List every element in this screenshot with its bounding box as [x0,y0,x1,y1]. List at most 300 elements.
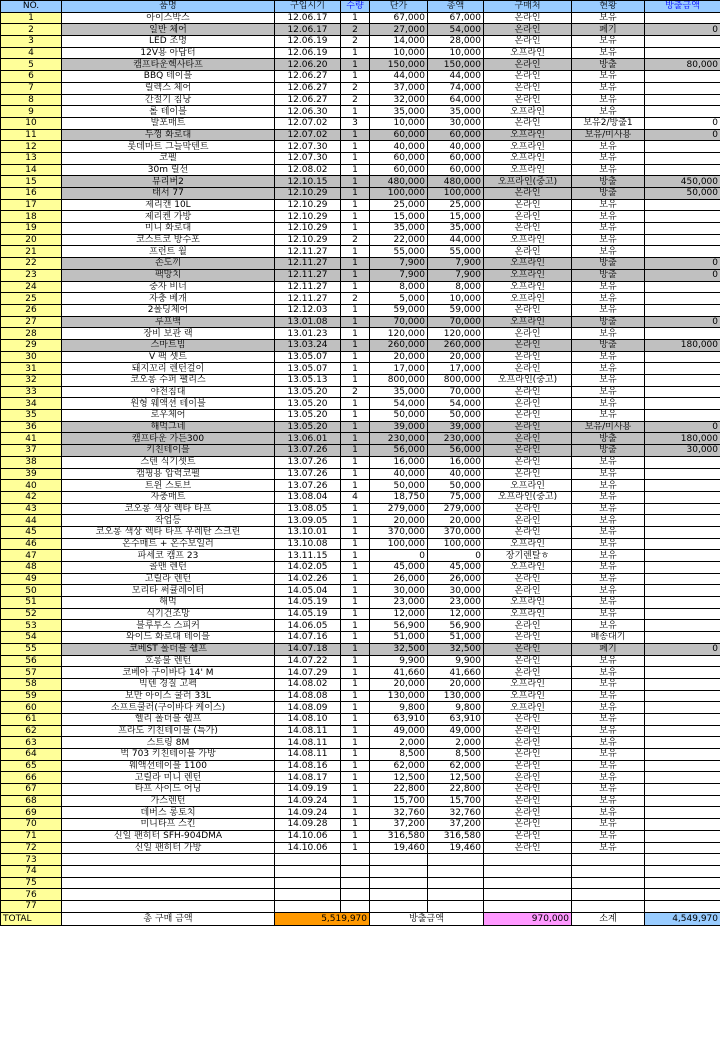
cell-purchase-date[interactable]: 14.08.11 [275,737,341,749]
cell-purchase-place[interactable]: 온라인 [484,117,572,129]
cell-quantity[interactable]: 1 [341,760,370,772]
cell-status[interactable]: 보유 [572,526,645,538]
cell-total-amount[interactable]: 12,500 [428,772,484,784]
cell-status[interactable]: 보유 [572,538,645,550]
cell-item-name[interactable] [62,854,275,866]
cell-total-amount[interactable]: 70,000 [428,386,484,398]
cell-unit-price[interactable]: 62,000 [370,760,428,772]
cell-total-amount[interactable]: 10,000 [428,47,484,59]
cell-row-no[interactable]: 66 [1,772,62,784]
cell-unit-price[interactable]: 22,800 [370,784,428,796]
cell-purchase-place[interactable]: 오프라인 [484,47,572,59]
cell-total-amount[interactable]: 50,000 [428,480,484,492]
cell-row-no[interactable]: 40 [1,480,62,492]
cell-unit-price[interactable]: 44,000 [370,71,428,83]
cell-item-name[interactable]: 코펠 [62,152,275,164]
cell-purchase-place[interactable]: 온라인 [484,59,572,71]
cell-sold-amount[interactable]: 0 [645,643,720,655]
cell-purchase-place[interactable]: 온라인 [484,585,572,597]
cell-row-no[interactable]: 13 [1,152,62,164]
cell-sold-amount[interactable] [645,573,720,585]
cell-total-amount[interactable] [428,854,484,866]
header-no[interactable]: NO. [1,1,62,13]
cell-quantity[interactable]: 1 [341,503,370,515]
cell-sold-amount[interactable] [645,304,720,316]
cell-row-no[interactable]: 21 [1,246,62,258]
cell-row-no[interactable]: 51 [1,597,62,609]
cell-quantity[interactable]: 1 [341,129,370,141]
cell-item-name[interactable]: 미니타프 스킨 [62,819,275,831]
cell-purchase-place[interactable]: 온라인 [484,737,572,749]
cell-purchase-date[interactable]: 14.09.24 [275,807,341,819]
cell-purchase-place[interactable]: 온라인 [484,515,572,527]
cell-sold-amount[interactable] [645,632,720,644]
cell-total-amount[interactable]: 59,000 [428,304,484,316]
cell-row-no[interactable]: 41 [1,433,62,445]
cell-item-name[interactable]: 모리타 써큘레이터 [62,585,275,597]
cell-total-amount[interactable]: 75,000 [428,491,484,503]
cell-quantity[interactable]: 1 [341,795,370,807]
cell-purchase-place[interactable]: 온라인 [484,725,572,737]
cell-total-amount[interactable]: 64,000 [428,94,484,106]
cell-row-no[interactable]: 75 [1,877,62,889]
cell-sold-amount[interactable] [645,749,720,761]
cell-item-name[interactable]: 코베아 구이바다 14' M [62,667,275,679]
cell-item-name[interactable]: 아이스박스 [62,12,275,24]
cell-item-name[interactable]: 작업등 [62,515,275,527]
cell-quantity[interactable]: 1 [341,480,370,492]
cell-quantity[interactable]: 1 [341,573,370,585]
cell-sold-amount[interactable] [645,410,720,422]
cell-item-name[interactable]: 2폴딩체어 [62,304,275,316]
cell-purchase-date[interactable]: 14.10.06 [275,842,341,854]
cell-item-name[interactable]: 캠프타운 가든300 [62,433,275,445]
cell-quantity[interactable]: 1 [341,433,370,445]
cell-status[interactable]: 보유 [572,749,645,761]
cell-status[interactable]: 보유 [572,678,645,690]
cell-status[interactable]: 보유 [572,784,645,796]
cell-quantity[interactable]: 1 [341,363,370,375]
cell-purchase-place[interactable]: 오프라인 [484,129,572,141]
cell-total-amount[interactable]: 25,000 [428,199,484,211]
cell-total-amount[interactable]: 56,900 [428,620,484,632]
cell-total-amount[interactable]: 15,000 [428,211,484,223]
cell-row-no[interactable]: 59 [1,690,62,702]
cell-row-no[interactable]: 73 [1,854,62,866]
cell-status[interactable]: 보유 [572,82,645,94]
cell-sold-amount[interactable] [645,456,720,468]
cell-total-amount[interactable]: 480,000 [428,176,484,188]
cell-sold-amount[interactable] [645,585,720,597]
cell-row-no[interactable]: 28 [1,328,62,340]
cell-purchase-date[interactable]: 13.03.24 [275,339,341,351]
cell-item-name[interactable]: 간절기 침낭 [62,94,275,106]
cell-sold-amount[interactable] [645,82,720,94]
cell-purchase-place[interactable]: 장기렌탈ㅎ [484,550,572,562]
cell-purchase-date[interactable]: 13.08.04 [275,491,341,503]
cell-row-no[interactable]: 50 [1,585,62,597]
cell-status[interactable]: 폐기 [572,643,645,655]
cell-status[interactable]: 보유 [572,655,645,667]
cell-sold-amount[interactable] [645,351,720,363]
cell-status[interactable]: 보유 [572,152,645,164]
cell-status[interactable]: 보유 [572,585,645,597]
cell-unit-price[interactable]: 480,000 [370,176,428,188]
cell-total-amount[interactable]: 32,760 [428,807,484,819]
cell-item-name[interactable]: 빅텐 경질 고펙 [62,678,275,690]
cell-sold-amount[interactable] [645,480,720,492]
cell-unit-price[interactable] [370,865,428,877]
cell-quantity[interactable]: 1 [341,316,370,328]
cell-status[interactable]: 방출 [572,316,645,328]
cell-status[interactable]: 보유/미사용 [572,129,645,141]
cell-unit-price[interactable]: 9,900 [370,655,428,667]
cell-purchase-date[interactable]: 12.06.17 [275,12,341,24]
cell-purchase-place[interactable]: 오프라인 [484,152,572,164]
cell-row-no[interactable]: 17 [1,199,62,211]
cell-sold-amount[interactable] [645,234,720,246]
cell-status[interactable]: 보유 [572,842,645,854]
cell-status[interactable]: 보유 [572,456,645,468]
cell-purchase-date[interactable] [275,877,341,889]
cell-purchase-date[interactable]: 14.08.11 [275,725,341,737]
cell-quantity[interactable]: 1 [341,152,370,164]
cell-total-amount[interactable]: 44,000 [428,234,484,246]
cell-unit-price[interactable]: 16,000 [370,456,428,468]
cell-purchase-date[interactable]: 13.07.26 [275,480,341,492]
cell-purchase-date[interactable]: 14.08.11 [275,749,341,761]
cell-status[interactable]: 보유 [572,597,645,609]
cell-sold-amount[interactable] [645,526,720,538]
cell-total-amount[interactable]: 9,900 [428,655,484,667]
cell-quantity[interactable]: 1 [341,737,370,749]
cell-purchase-place[interactable]: 온라인 [484,667,572,679]
cell-unit-price[interactable]: 20,000 [370,351,428,363]
cell-unit-price[interactable]: 59,000 [370,304,428,316]
cell-purchase-place[interactable]: 오프라인 [484,702,572,714]
cell-row-no[interactable]: 58 [1,678,62,690]
cell-purchase-date[interactable]: 12.06.17 [275,24,341,36]
cell-unit-price[interactable]: 10,000 [370,47,428,59]
cell-quantity[interactable]: 1 [341,468,370,480]
cell-quantity[interactable]: 1 [341,410,370,422]
cell-total-amount[interactable]: 44,000 [428,71,484,83]
cell-row-no[interactable]: 30 [1,351,62,363]
cell-item-name[interactable]: 12V용 아답터 [62,47,275,59]
cell-purchase-date[interactable]: 14.07.18 [275,643,341,655]
cell-status[interactable]: 보유 [572,830,645,842]
cell-row-no[interactable]: 54 [1,632,62,644]
cell-total-amount[interactable]: 35,000 [428,106,484,118]
cell-status[interactable]: 보유 [572,141,645,153]
cell-purchase-date[interactable]: 14.07.16 [275,632,341,644]
cell-status[interactable]: 방출 [572,59,645,71]
cell-quantity[interactable]: 1 [341,188,370,200]
cell-status[interactable]: 보유 [572,503,645,515]
cell-quantity[interactable]: 1 [341,304,370,316]
cell-sold-amount[interactable] [645,807,720,819]
cell-purchase-date[interactable]: 12.11.27 [275,293,341,305]
cell-quantity[interactable] [341,889,370,901]
cell-quantity[interactable]: 2 [341,234,370,246]
cell-total-amount[interactable]: 74,000 [428,82,484,94]
cell-purchase-date[interactable]: 14.07.22 [275,655,341,667]
cell-sold-amount[interactable] [645,760,720,772]
cell-status[interactable]: 보유 [572,737,645,749]
cell-total-amount[interactable]: 8,000 [428,281,484,293]
cell-purchase-place[interactable]: 온라인 [484,503,572,515]
cell-item-name[interactable]: 해먹 [62,597,275,609]
cell-item-name[interactable]: 미니 화로대 [62,223,275,235]
cell-unit-price[interactable]: 40,000 [370,141,428,153]
cell-row-no[interactable]: 56 [1,655,62,667]
cell-purchase-date[interactable]: 13.07.26 [275,445,341,457]
cell-sold-amount[interactable] [645,713,720,725]
cell-row-no[interactable]: 31 [1,363,62,375]
cell-sold-amount[interactable] [645,830,720,842]
cell-sold-amount[interactable] [645,538,720,550]
cell-purchase-place[interactable]: 온라인 [484,71,572,83]
cell-sold-amount[interactable] [645,363,720,375]
header-date[interactable]: 구입시기 [275,1,341,13]
cell-purchase-place[interactable]: 온라인 [484,468,572,480]
cell-row-no[interactable]: 23 [1,269,62,281]
cell-total-amount[interactable]: 51,000 [428,632,484,644]
cell-sold-amount[interactable] [645,795,720,807]
cell-purchase-place[interactable] [484,854,572,866]
cell-unit-price[interactable] [370,900,428,912]
cell-total-amount[interactable]: 32,500 [428,643,484,655]
cell-total-amount[interactable]: 63,910 [428,713,484,725]
cell-sold-amount[interactable] [645,690,720,702]
cell-purchase-place[interactable]: 온라인 [484,94,572,106]
cell-status[interactable]: 보유 [572,234,645,246]
cell-purchase-date[interactable]: 14.10.06 [275,830,341,842]
cell-status[interactable]: 보유 [572,690,645,702]
cell-unit-price[interactable]: 800,000 [370,375,428,387]
cell-total-amount[interactable]: 800,000 [428,375,484,387]
cell-unit-price[interactable]: 54,000 [370,398,428,410]
cell-total-amount[interactable]: 370,000 [428,526,484,538]
cell-status[interactable]: 보유 [572,293,645,305]
cell-status[interactable]: 보유 [572,47,645,59]
header-unit-price[interactable]: 단가 [370,1,428,13]
cell-status[interactable]: 보유 [572,760,645,772]
cell-purchase-date[interactable]: 14.05.04 [275,585,341,597]
cell-total-amount[interactable]: 8,500 [428,749,484,761]
cell-total-amount[interactable]: 279,000 [428,503,484,515]
cell-unit-price[interactable]: 17,000 [370,363,428,375]
cell-total-amount[interactable]: 30,000 [428,585,484,597]
cell-item-name[interactable]: 캠핑용 압력코펠 [62,468,275,480]
cell-row-no[interactable]: 74 [1,865,62,877]
cell-total-amount[interactable]: 130,000 [428,690,484,702]
cell-quantity[interactable]: 1 [341,620,370,632]
cell-quantity[interactable]: 1 [341,562,370,574]
cell-purchase-date[interactable]: 13.09.05 [275,515,341,527]
header-qty[interactable]: 수량 [341,1,370,13]
cell-item-name[interactable]: 돼지꼬리 렌턴걸이 [62,363,275,375]
cell-sold-amount[interactable] [645,865,720,877]
cell-purchase-date[interactable]: 12.06.19 [275,47,341,59]
cell-unit-price[interactable]: 230,000 [370,433,428,445]
cell-item-name[interactable]: 태서 77 [62,188,275,200]
cell-quantity[interactable]: 1 [341,632,370,644]
cell-total-amount[interactable]: 16,000 [428,456,484,468]
cell-sold-amount[interactable] [645,503,720,515]
cell-unit-price[interactable]: 26,000 [370,573,428,585]
cell-sold-amount[interactable] [645,328,720,340]
cell-total-amount[interactable]: 26,000 [428,573,484,585]
cell-quantity[interactable] [341,854,370,866]
cell-sold-amount[interactable] [645,725,720,737]
cell-quantity[interactable]: 1 [341,445,370,457]
cell-quantity[interactable]: 1 [341,281,370,293]
cell-unit-price[interactable]: 260,000 [370,339,428,351]
cell-purchase-date[interactable]: 12.10.29 [275,223,341,235]
total-label[interactable]: TOTAL [1,912,62,925]
cell-purchase-place[interactable]: 오프라인 [484,608,572,620]
cell-row-no[interactable]: 24 [1,281,62,293]
cell-purchase-date[interactable]: 13.07.26 [275,456,341,468]
cell-status[interactable]: 보유 [572,106,645,118]
cell-unit-price[interactable]: 70,000 [370,316,428,328]
cell-purchase-place[interactable]: 온라인 [484,713,572,725]
cell-quantity[interactable]: 1 [341,164,370,176]
cell-purchase-date[interactable]: 13.07.26 [275,468,341,480]
cell-purchase-date[interactable]: 14.08.17 [275,772,341,784]
cell-purchase-date[interactable]: 14.05.19 [275,597,341,609]
cell-total-amount[interactable]: 41,660 [428,667,484,679]
cell-sold-amount[interactable] [645,71,720,83]
cell-quantity[interactable]: 2 [341,293,370,305]
cell-purchase-place[interactable]: 오프라인 [484,678,572,690]
cell-status[interactable] [572,900,645,912]
cell-quantity[interactable]: 1 [341,199,370,211]
cell-purchase-date[interactable]: 14.09.28 [275,819,341,831]
cell-purchase-date[interactable]: 14.06.05 [275,620,341,632]
cell-purchase-place[interactable] [484,877,572,889]
cell-purchase-place[interactable]: 온라인 [484,36,572,48]
cell-total-amount[interactable]: 20,000 [428,678,484,690]
cell-quantity[interactable]: 2 [341,36,370,48]
cell-item-name[interactable]: 보만 아이스 쿨러 33L [62,690,275,702]
cell-unit-price[interactable]: 23,000 [370,597,428,609]
cell-row-no[interactable]: 38 [1,456,62,468]
cell-row-no[interactable]: 18 [1,211,62,223]
cell-purchase-place[interactable]: 온라인 [484,819,572,831]
cell-purchase-place[interactable] [484,865,572,877]
cell-item-name[interactable]: 루프백 [62,316,275,328]
cell-purchase-place[interactable]: 온라인 [484,351,572,363]
cell-sold-amount[interactable] [645,491,720,503]
cell-row-no[interactable]: 22 [1,258,62,270]
cell-purchase-date[interactable]: 12.06.27 [275,71,341,83]
cell-purchase-place[interactable]: 온라인 [484,620,572,632]
cell-sold-amount[interactable] [645,772,720,784]
cell-purchase-place[interactable]: 오프라인 [484,293,572,305]
cell-unit-price[interactable]: 100,000 [370,188,428,200]
cell-row-no[interactable]: 39 [1,468,62,480]
cell-purchase-place[interactable]: 오프라인(중고) [484,491,572,503]
cell-status[interactable]: 보유 [572,480,645,492]
cell-purchase-place[interactable]: 온라인 [484,632,572,644]
cell-row-no[interactable]: 76 [1,889,62,901]
cell-quantity[interactable]: 1 [341,328,370,340]
cell-sold-amount[interactable] [645,597,720,609]
cell-item-name[interactable]: 스텐 식기셋트 [62,456,275,468]
cell-unit-price[interactable]: 35,000 [370,386,428,398]
cell-quantity[interactable]: 1 [341,807,370,819]
cell-quantity[interactable] [341,877,370,889]
cell-quantity[interactable]: 1 [341,819,370,831]
cell-quantity[interactable]: 1 [341,176,370,188]
cell-row-no[interactable]: 61 [1,713,62,725]
cell-purchase-place[interactable]: 오프라인(중고) [484,375,572,387]
cell-unit-price[interactable]: 40,000 [370,468,428,480]
cell-sold-amount[interactable] [645,608,720,620]
cell-purchase-place[interactable]: 온라인 [484,410,572,422]
cell-item-name[interactable] [62,877,275,889]
cell-purchase-date[interactable]: 14.05.19 [275,608,341,620]
cell-purchase-date[interactable]: 12.07.30 [275,152,341,164]
cell-purchase-date[interactable]: 12.11.27 [275,281,341,293]
cell-total-amount[interactable]: 37,200 [428,819,484,831]
cell-quantity[interactable] [341,865,370,877]
cell-sold-amount[interactable] [645,164,720,176]
cell-purchase-date[interactable]: 13.10.01 [275,526,341,538]
cell-purchase-date[interactable]: 12.06.19 [275,36,341,48]
header-sold[interactable]: 방출금액 [645,1,720,13]
cell-sold-amount[interactable] [645,468,720,480]
cell-item-name[interactable]: 소프트쿨러(구이바다 케이스) [62,702,275,714]
cell-total-amount[interactable]: 9,800 [428,702,484,714]
cell-row-no[interactable]: 2 [1,24,62,36]
cell-row-no[interactable]: 70 [1,819,62,831]
cell-status[interactable]: 보유 [572,725,645,737]
cell-purchase-date[interactable]: 14.08.10 [275,713,341,725]
cell-item-name[interactable]: 야전침대 [62,386,275,398]
cell-purchase-date[interactable]: 13.05.20 [275,398,341,410]
cell-sold-amount[interactable]: 0 [645,117,720,129]
cell-total-amount[interactable]: 19,460 [428,842,484,854]
cell-purchase-place[interactable]: 온라인 [484,795,572,807]
cell-sold-amount[interactable] [645,620,720,632]
cell-status[interactable]: 보유 [572,819,645,831]
cell-status[interactable]: 보유 [572,363,645,375]
cell-unit-price[interactable]: 25,000 [370,199,428,211]
cell-status[interactable]: 보유 [572,12,645,24]
cell-unit-price[interactable]: 150,000 [370,59,428,71]
cell-purchase-date[interactable]: 12.11.27 [275,258,341,270]
cell-purchase-date[interactable]: 12.12.03 [275,304,341,316]
cell-quantity[interactable]: 1 [341,12,370,24]
cell-item-name[interactable]: 원형 웨액션 테이블 [62,398,275,410]
cell-status[interactable]: 보유2/방출1 [572,117,645,129]
cell-purchase-date[interactable]: 12.06.30 [275,106,341,118]
cell-purchase-place[interactable]: 온라인 [484,807,572,819]
cell-quantity[interactable]: 1 [341,538,370,550]
cell-sold-amount[interactable] [645,889,720,901]
cell-quantity[interactable]: 1 [341,421,370,433]
cell-row-no[interactable]: 27 [1,316,62,328]
cell-item-name[interactable]: 파세코 캠프 23 [62,550,275,562]
cell-purchase-place[interactable]: 온라인 [484,328,572,340]
cell-purchase-place[interactable]: 오프라인 [484,538,572,550]
cell-sold-amount[interactable]: 80,000 [645,59,720,71]
cell-unit-price[interactable]: 27,000 [370,24,428,36]
cell-purchase-date[interactable] [275,854,341,866]
